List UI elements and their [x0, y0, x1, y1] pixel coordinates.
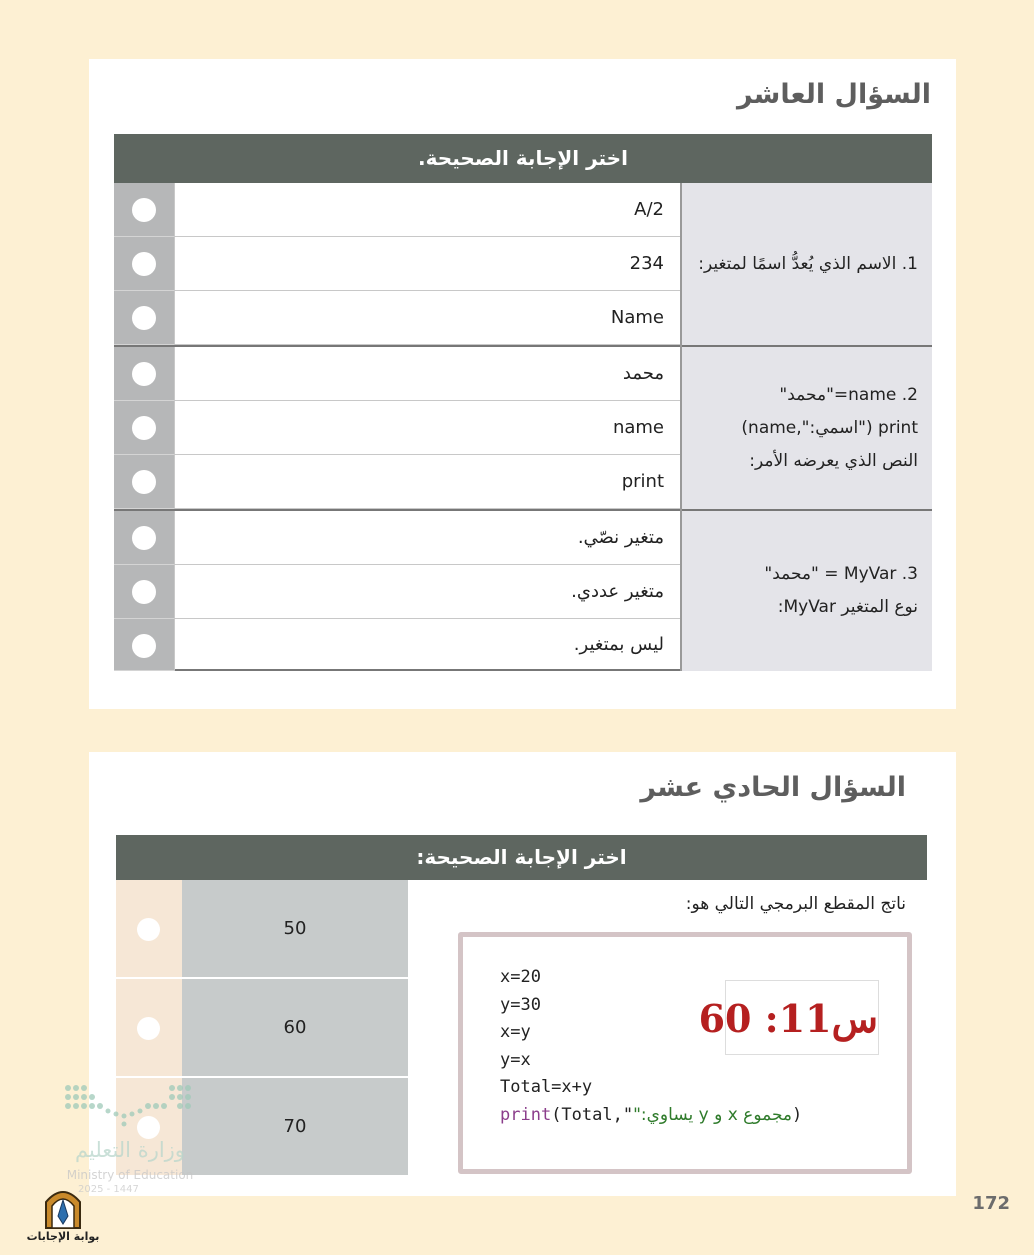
option-label: 234	[174, 237, 680, 291]
option-row[interactable]	[114, 565, 680, 619]
question-11-card	[89, 752, 956, 1196]
code-print-close: )	[792, 1104, 803, 1125]
option-label: محمد	[174, 347, 680, 401]
question-2-line-3: النص الذي يعرضه الأمر:	[749, 450, 918, 471]
ministry-arabic-name: وزارة التعليم	[75, 1138, 185, 1162]
radio-button[interactable]	[132, 362, 156, 386]
radio-button[interactable]	[137, 918, 160, 941]
question-10-instruction: اختر الإجابة الصحيحة.	[114, 134, 932, 183]
code-print-string: مجموع x و y يساوي:"	[633, 1104, 793, 1125]
radio-button[interactable]	[132, 416, 156, 440]
option-label: A/2	[174, 183, 680, 237]
code-print-args: (Total,"	[551, 1104, 634, 1125]
option-row[interactable]	[114, 401, 680, 455]
radio-button[interactable]	[132, 470, 156, 494]
question-10-table	[114, 183, 932, 671]
code-line: y=x	[500, 1049, 531, 1070]
page-number: 172	[972, 1193, 1010, 1214]
question-3-cell	[680, 511, 932, 671]
code-snippet-box	[458, 932, 912, 1174]
question-1-cell	[680, 183, 932, 345]
question-11-instruction: اختر الإجابة الصحيحة:	[116, 835, 927, 880]
radio-button[interactable]	[132, 252, 156, 276]
code-line: y=30	[500, 994, 541, 1015]
option-row[interactable]	[114, 347, 680, 401]
option-row[interactable]	[114, 455, 680, 509]
answers-gate-logo	[26, 1186, 100, 1250]
question-2-cell	[680, 347, 932, 509]
ministry-year: 2025 - 1447	[78, 1184, 139, 1195]
option-label: ليس بمتغير.	[174, 619, 680, 671]
question-11-text: ناتج المقطع البرمجي التالي هو:	[685, 894, 906, 914]
option-row[interactable]	[114, 291, 680, 345]
question-10-card	[89, 59, 956, 709]
code-line-print	[500, 1102, 802, 1130]
ministry-of-education-logo	[60, 1080, 200, 1200]
code-line: Total=x+y	[500, 1077, 593, 1098]
answers-gate-label: بوابة الإجابات	[26, 1230, 100, 1243]
radio-button[interactable]	[132, 580, 156, 604]
option-label: 70	[182, 1078, 408, 1175]
option-row[interactable]	[114, 237, 680, 291]
option-label: 60	[182, 979, 408, 1076]
option-row[interactable]	[114, 619, 680, 671]
code-print-keyword: print	[500, 1104, 552, 1125]
option-label: متغير عددي.	[174, 565, 680, 619]
radio-button[interactable]	[132, 306, 156, 330]
question-11-title: السؤال الحادي عشر	[640, 772, 906, 803]
radio-button[interactable]	[132, 526, 156, 550]
question-1-text: 1. الاسم الذي يُعدُّ اسمًا لمتغير:	[698, 253, 918, 274]
radio-button[interactable]	[132, 198, 156, 222]
option-label: print	[174, 455, 680, 509]
answer-stamp: س11: 60	[725, 980, 879, 1055]
radio-button[interactable]	[132, 634, 156, 658]
option-label: name	[174, 401, 680, 455]
gate-arch-icon	[26, 1186, 100, 1230]
option-label: متغير نصّي.	[174, 511, 680, 565]
question-3-line-2: نوع المتغير MyVar:	[777, 597, 918, 617]
option-row[interactable]	[116, 880, 408, 977]
ministry-dots-icon	[60, 1080, 200, 1136]
option-row[interactable]	[114, 183, 680, 237]
option-label: 50	[182, 880, 408, 977]
option-row[interactable]	[116, 979, 408, 1076]
option-label: Name	[174, 291, 680, 345]
question-10-title: السؤال العاشر	[737, 79, 931, 110]
ministry-english-name: Ministry of Education	[66, 1168, 194, 1182]
question-3-line-1: 3. MyVar = "محمد"	[764, 564, 918, 584]
question-2-line-2: print ("اسمي:",name)	[741, 417, 918, 438]
question-2-line-1: 2. name="محمد"	[779, 384, 918, 405]
column-divider	[680, 183, 682, 671]
code-line: x=20	[500, 967, 541, 987]
radio-button[interactable]	[137, 1017, 160, 1040]
option-row[interactable]	[114, 511, 680, 565]
code-line: x=y	[500, 1022, 531, 1043]
